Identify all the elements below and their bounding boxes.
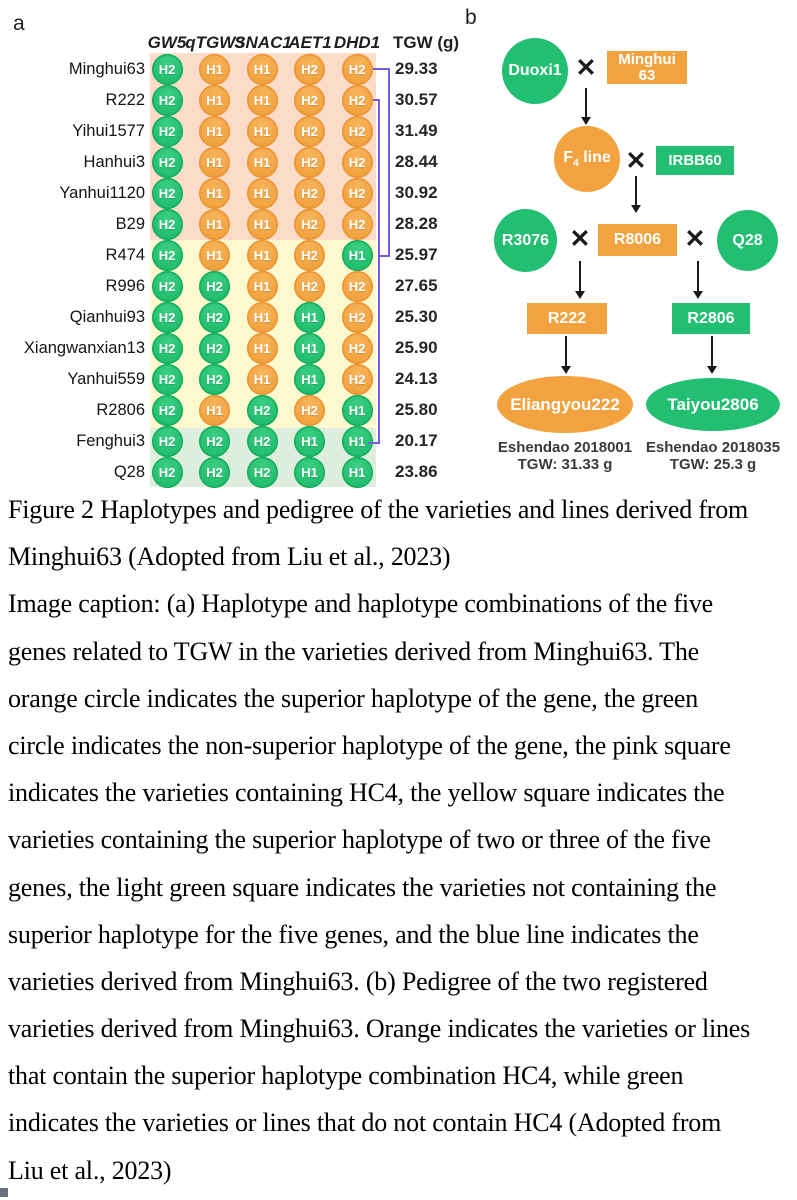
caption-line: orange circle indicates the superior haplotype of the gene, the green: [8, 683, 699, 713]
table-row: [0, 395, 455, 426]
variety-name: Fenghui3: [76, 431, 145, 450]
haplotype-circle: H1: [247, 209, 278, 240]
cross-icon: ✕: [625, 147, 647, 175]
derivation-line: [379, 255, 390, 257]
haplotype-circle: H2: [199, 426, 230, 457]
arrow-down-icon: [693, 261, 703, 299]
caption-line: varieties derived from Minghui63. (b) Pedigree of the two registered: [8, 966, 708, 996]
registration-name: Eshendao 2018001: [497, 439, 633, 456]
haplotype-circle: H2: [152, 364, 183, 395]
tgw-value: 25.90: [395, 337, 438, 357]
haplotype-circle: H2: [342, 54, 373, 85]
haplotype-circle: H2: [247, 426, 278, 457]
haplotype-circle: H1: [294, 364, 325, 395]
tgw-column-header: TGW (g): [393, 33, 460, 52]
pedigree-node-irbb60: [656, 146, 734, 175]
node-label: Taiyou2806: [667, 394, 759, 414]
haplotype-circle: H2: [152, 54, 183, 85]
cross-icon: ✕: [684, 225, 706, 253]
pedigree-node-duoxi1: [502, 38, 568, 104]
caption-line: genes, the light green square indicates the varieties not containing the: [8, 872, 717, 902]
pedigree-node-r8006: [598, 224, 677, 256]
cross-icon: ✕: [569, 225, 591, 253]
haplotype-circle: H1: [199, 178, 230, 209]
haplotype-circle: H2: [294, 395, 325, 426]
haplotype-circle: H2: [342, 116, 373, 147]
haplotype-circle: H2: [199, 364, 230, 395]
haplotype-circle: H2: [294, 147, 325, 178]
tgw-value: 28.44: [395, 151, 438, 171]
gene-header-dhd1: DHD1: [333, 33, 381, 52]
variety-name: Yihui1577: [72, 121, 145, 140]
haplotype-circle: H2: [152, 333, 183, 364]
caption-line: Liu et al., 2023): [8, 1155, 172, 1185]
registration-left: [485, 439, 645, 473]
tgw-value: 28.28: [395, 213, 438, 233]
tgw-value: 30.92: [395, 182, 438, 202]
figure-caption: [8, 486, 794, 1194]
haplotype-circle: H2: [199, 302, 230, 333]
table-row: [0, 302, 455, 333]
tgw-value: 25.97: [395, 244, 438, 264]
node-label: Eliangyou222: [510, 394, 620, 414]
haplotype-circle: H1: [247, 54, 278, 85]
haplotype-circle: H2: [294, 116, 325, 147]
haplotype-circle: H1: [199, 147, 230, 178]
node-label: R8006: [613, 231, 662, 248]
haplotype-circle: H1: [294, 302, 325, 333]
haplotype-circle: H2: [294, 271, 325, 302]
variety-name: R996: [105, 276, 145, 295]
caption-line: indicates the varieties or lines that do not contain HC4 (Adopted from: [8, 1108, 722, 1138]
gene-header-aet1: AET1: [288, 33, 332, 52]
haplotype-circle: H1: [199, 85, 230, 116]
caption-line: varieties containing the superior haplotype of two or three of the five: [8, 825, 711, 855]
variety-name: R222: [105, 90, 145, 109]
gene-header-qtgw3: qTGW3: [185, 33, 245, 52]
haplotype-circle: H2: [152, 426, 183, 457]
haplotype-circle: H1: [247, 116, 278, 147]
variety-name: Yanhui1120: [59, 183, 145, 202]
node-label: Duoxi1: [508, 62, 562, 79]
tgw-value: 20.17: [395, 430, 438, 450]
caption-line: Figure 2 Haplotypes and pedigree of the varieties and lines derived from: [8, 495, 749, 524]
haplotype-circle: H2: [152, 457, 183, 488]
haplotype-circle: H1: [342, 240, 373, 271]
pedigree-node-eliangyou222: [497, 376, 633, 433]
tgw-value: 25.80: [395, 399, 438, 419]
table-row: [0, 209, 455, 240]
arrow-down-icon: [707, 336, 717, 374]
registration-tgw: TGW: 31.33 g: [517, 456, 613, 473]
node-label: R2806: [687, 309, 735, 327]
haplotype-circle: H2: [342, 271, 373, 302]
haplotype-circle: H1: [247, 178, 278, 209]
gene-header-snac1: SNAC1: [234, 33, 292, 52]
haplotype-circle: H1: [247, 271, 278, 302]
haplotype-circle: H2: [342, 85, 373, 116]
tgw-value: 29.33: [395, 58, 438, 78]
pedigree-node-taiyou2806: [646, 378, 780, 431]
pedigree-node-minghui63: [607, 51, 687, 84]
node-label: IRBB60: [668, 152, 722, 169]
caption-line: Minghui63 (Adopted from Liu et al., 2023): [8, 542, 451, 572]
haplotype-circle: H1: [199, 54, 230, 85]
haplotype-circle: H2: [152, 178, 183, 209]
haplotype-circle: H2: [247, 457, 278, 488]
caption-line: genes related to TGW in the varieties derived from Minghui63. The: [8, 636, 699, 666]
pedigree-node-r2806: [672, 303, 750, 334]
gene-header-gw5: GW5: [147, 33, 187, 52]
haplotype-circle: H2: [342, 333, 373, 364]
cross-icon: ✕: [575, 54, 597, 82]
haplotype-circle: H2: [247, 395, 278, 426]
caption-line: superior haplotype for the five genes, and the blue line indicates the: [8, 919, 699, 949]
arrow-down-icon: [575, 261, 585, 299]
tgw-value: 30.57: [395, 89, 438, 109]
haplotype-circle: H2: [294, 178, 325, 209]
haplotype-circle: H1: [342, 426, 373, 457]
arrow-down-icon: [561, 336, 571, 374]
pedigree-node-f4-line: [554, 126, 620, 192]
tgw-value: 27.65: [395, 275, 438, 295]
node-label: Minghui 63: [618, 50, 676, 84]
haplotype-circle: H2: [294, 240, 325, 271]
variety-name: R2806: [96, 400, 145, 419]
pedigree-node-q28: [717, 210, 778, 271]
haplotype-circle: H2: [342, 209, 373, 240]
table-row: [0, 457, 455, 488]
node-label: R3076: [501, 231, 550, 249]
haplotype-circle: H1: [342, 457, 373, 488]
variety-name: B29: [115, 214, 145, 233]
haplotype-circle: H2: [152, 116, 183, 147]
haplotype-circle: H1: [247, 364, 278, 395]
table-row: [0, 178, 455, 209]
caption-line: circle indicates the non-superior haplotype of the gene, the pink square: [8, 730, 731, 760]
variety-name: Xiangwanxian13: [23, 338, 145, 357]
table-row: [0, 85, 455, 116]
haplotype-circle: H2: [152, 209, 183, 240]
table-row: [0, 147, 455, 178]
haplotype-circle: H1: [342, 395, 373, 426]
haplotype-circle: H2: [342, 364, 373, 395]
haplotype-circle: H1: [247, 333, 278, 364]
pedigree-node-r3076: [494, 209, 557, 272]
variety-name: Q28: [113, 462, 145, 481]
node-label: Q28: [732, 231, 763, 249]
haplotype-circle: H2: [152, 302, 183, 333]
registration-name: Eshendao 2018035: [645, 439, 781, 456]
variety-name: Hanhui3: [83, 152, 145, 171]
haplotype-circle: H1: [247, 85, 278, 116]
haplotype-circle: H2: [152, 240, 183, 271]
haplotype-circle: H1: [199, 395, 230, 426]
haplotype-circle: H2: [152, 85, 183, 116]
haplotype-circle: H1: [247, 147, 278, 178]
table-row: [0, 116, 455, 147]
panel-a-label: a: [13, 12, 25, 35]
caption-line: indicates the varieties containing HC4, the yellow square indicates the: [8, 778, 725, 808]
arrow-down-icon: [631, 176, 641, 213]
haplotype-circle: H2: [152, 395, 183, 426]
caption-line: Image caption: (a) Haplotype and haplotype combinations of the five: [8, 589, 713, 619]
derivation-line: [388, 68, 390, 257]
haplotype-circle: H2: [294, 85, 325, 116]
tgw-value: 23.86: [395, 461, 438, 481]
pedigree-node-r222: [527, 303, 607, 334]
haplotype-circle: H2: [152, 147, 183, 178]
panel-b-label: b: [465, 6, 477, 29]
haplotype-circle: H2: [294, 54, 325, 85]
haplotype-circle: H1: [247, 240, 278, 271]
haplotype-circle: H1: [294, 333, 325, 364]
variety-name: R474: [105, 245, 145, 264]
table-row: [0, 426, 455, 457]
node-label: $F_4$ line: [563, 148, 611, 170]
haplotype-circle: H2: [342, 302, 373, 333]
caption-line: varieties derived from Minghui63. Orange indicates the varieties or lines: [8, 1014, 751, 1044]
table-row: [0, 333, 455, 364]
page-edge-artifact: [0, 1188, 8, 1197]
haplotype-circle: H2: [342, 147, 373, 178]
variety-name: Qianhui93: [69, 307, 145, 326]
caption-line: that contain the superior haplotype combination HC4, while green: [8, 1061, 684, 1091]
arrow-down-icon: [581, 88, 591, 125]
haplotype-circle: H2: [199, 457, 230, 488]
tgw-value: 31.49: [395, 120, 438, 140]
derivation-line: [378, 99, 380, 444]
haplotype-circle: H2: [199, 333, 230, 364]
tgw-value: 24.13: [395, 368, 438, 388]
derivation-line: [368, 442, 380, 444]
variety-name: Yanhui559: [67, 369, 145, 388]
haplotype-circle: H1: [199, 209, 230, 240]
haplotype-circle: H1: [199, 240, 230, 271]
haplotype-circle: H2: [199, 271, 230, 302]
variety-name: Minghui63: [68, 59, 145, 78]
tgw-value: 25.30: [395, 306, 438, 326]
haplotype-circle: H2: [294, 209, 325, 240]
registration-right: [633, 439, 793, 473]
haplotype-circle: H1: [247, 302, 278, 333]
haplotype-circle: H2: [342, 178, 373, 209]
haplotype-circle: H1: [294, 457, 325, 488]
haplotype-circle: H1: [294, 426, 325, 457]
haplotype-circle: H1: [199, 116, 230, 147]
node-label: R222: [547, 309, 587, 327]
registration-tgw: TGW: 25.3 g: [669, 456, 757, 473]
haplotype-circle: H2: [152, 271, 183, 302]
table-row: [0, 364, 455, 395]
table-row: [0, 271, 455, 302]
